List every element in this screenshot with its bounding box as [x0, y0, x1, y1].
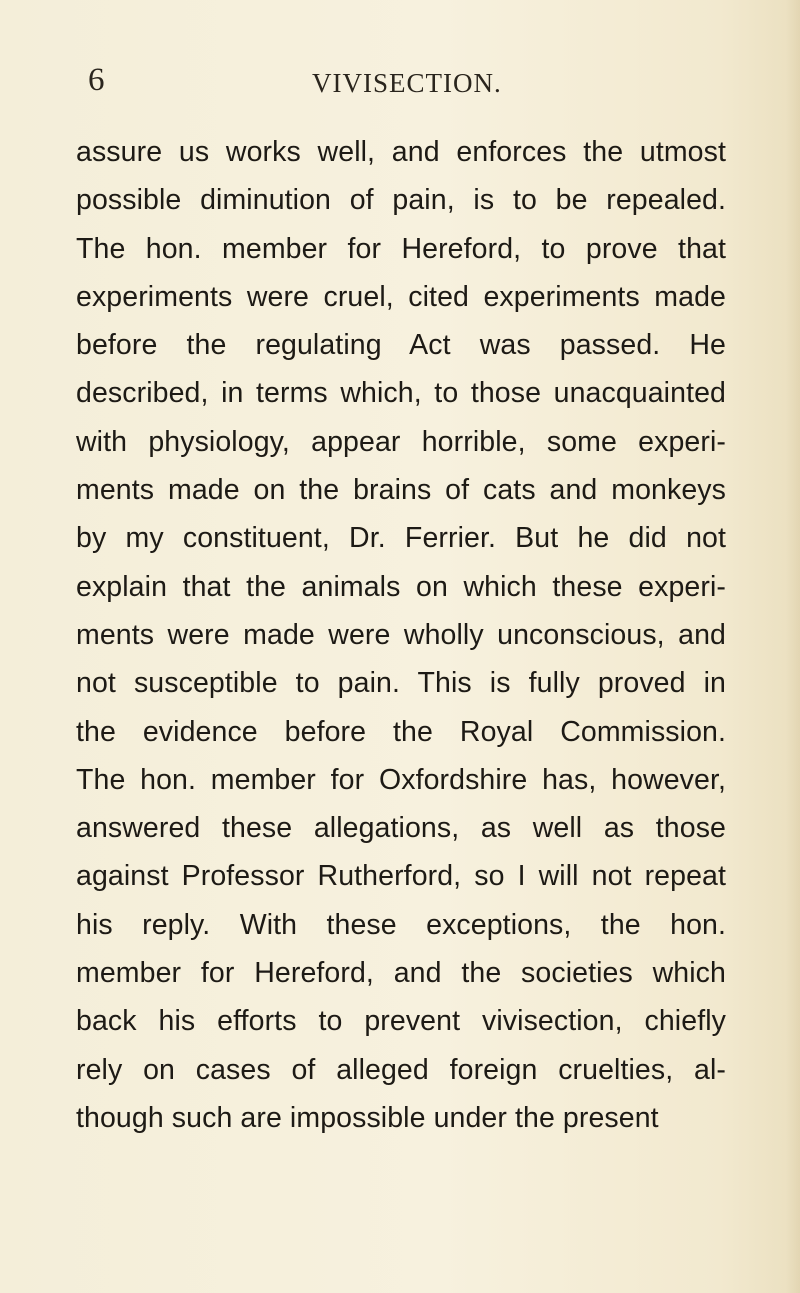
text-line: though such are impossible under the present	[76, 1101, 659, 1134]
text-line: with physiology, appear horrible, some experi-	[76, 425, 726, 458]
text-line: not susceptible to pain. This is fully proved in	[76, 667, 726, 700]
text-line: assure us works well, and enforces the utmost	[76, 136, 726, 168]
running-head: VIVISECTION.	[312, 68, 502, 98]
text-line: member for Hereford, and the societies which	[76, 957, 726, 990]
text-line: rely on cases of alleged foreign cruelties, al-	[76, 1053, 726, 1086]
text-line: The hon. member for Oxfordshire has, however,	[76, 763, 726, 796]
text-line: ments made on the brains of cats and monkeys	[76, 474, 726, 507]
text-line: before the regulating Act was passed. He	[76, 329, 726, 362]
text-line: The hon. member for Hereford, to prove that	[76, 232, 726, 265]
text-line: ments were made were wholly unconscious, and	[76, 618, 726, 651]
text-line: by my constituent, Dr. Ferrier. But he did not	[76, 522, 726, 555]
page-header	[0, 62, 800, 102]
text-line: back his efforts to prevent vivisection, chiefly	[76, 1005, 726, 1038]
page-edge-shading	[786, 0, 800, 1293]
text-line: against Professor Rutherford, so I will not repeat	[76, 860, 726, 893]
body-text	[76, 128, 726, 1142]
text-line: explain that the animals on which these experi-	[76, 570, 726, 603]
page-number: 6	[88, 62, 105, 98]
text-line: described, in terms which, to those unacquainted	[76, 377, 726, 410]
text-line: answered these allegations, as well as those	[76, 812, 726, 845]
text-line: the evidence before the Royal Commission.	[76, 715, 726, 748]
text-line: possible diminution of pain, is to be repealed.	[76, 184, 726, 217]
text-line: experiments were cruel, cited experiments made	[76, 280, 726, 313]
text-line: his reply. With these exceptions, the hon.	[76, 908, 726, 941]
